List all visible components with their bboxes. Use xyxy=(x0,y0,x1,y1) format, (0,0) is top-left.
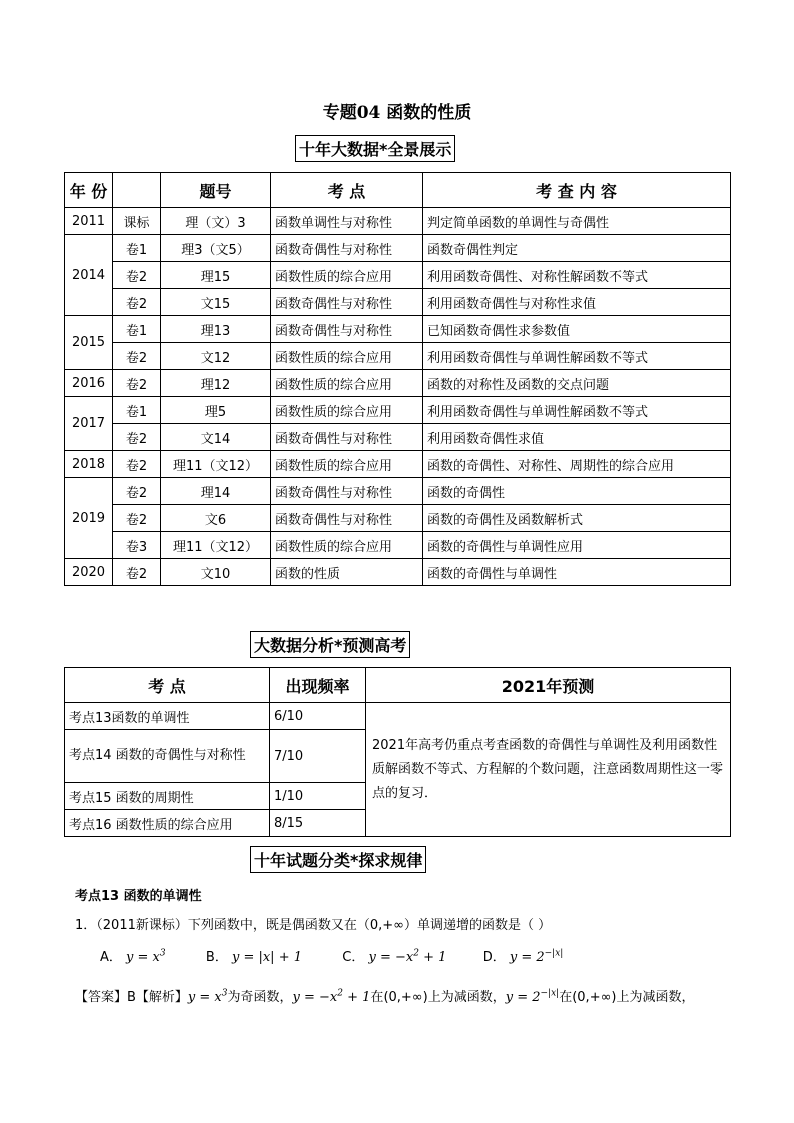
option-d-label: D． xyxy=(482,950,506,965)
point-cell: 函数性质的综合应用 xyxy=(271,343,423,370)
header-prediction: 2021年预测 xyxy=(366,668,731,703)
paper-cell: 卷2 xyxy=(113,370,161,397)
year-cell: 2018 xyxy=(65,451,113,478)
table-row xyxy=(65,451,731,478)
paper-cell: 卷1 xyxy=(113,235,161,262)
paper-cell: 卷2 xyxy=(113,289,161,316)
table-row xyxy=(65,424,731,451)
point-cell: 函数奇偶性与对称性 xyxy=(271,424,423,451)
table-row xyxy=(65,370,731,397)
number-cell: 理14 xyxy=(161,478,271,505)
point-cell: 函数奇偶性与对称性 xyxy=(271,505,423,532)
banner-analysis: 大数据分析*预测高考 xyxy=(250,631,410,658)
point-cell: 函数奇偶性与对称性 xyxy=(271,289,423,316)
paper-cell: 卷2 xyxy=(113,262,161,289)
paper-cell: 课标 xyxy=(113,208,161,235)
paper-cell: 卷2 xyxy=(113,343,161,370)
answer-options: A． $y = x^3$ B． y = |x| + 1 C． $y = -x^2 + 1$ D． $y = 2^{-|x|}$ xyxy=(100,948,564,965)
table-row xyxy=(65,316,731,343)
point-cell: 函数的性质 xyxy=(271,559,423,586)
prediction-text: 2021年高考仍重点考查函数的奇偶性与单调性及利用函数性质解函数不等式、方程解的个数问题，注意函数周期性这一零点的复习． xyxy=(366,703,731,837)
number-cell: 理12 xyxy=(161,370,271,397)
paper-cell: 卷2 xyxy=(113,451,161,478)
header-year: 年 份 xyxy=(65,173,113,208)
frequency-cell: 1/10 xyxy=(270,783,366,810)
year-cell: 2011 xyxy=(65,208,113,235)
table-row xyxy=(65,208,731,235)
section-heading: 考点13 函数的单调性 xyxy=(75,889,202,904)
number-cell: 理11（文12） xyxy=(161,451,271,478)
content-cell: 已知函数奇偶性求参数值 xyxy=(423,316,731,343)
number-cell: 理11（文12） xyxy=(161,532,271,559)
number-cell: 文6 xyxy=(161,505,271,532)
point-cell: 函数奇偶性与对称性 xyxy=(271,235,423,262)
paper-cell: 卷3 xyxy=(113,532,161,559)
year-cell: 2020 xyxy=(65,559,113,586)
point-cell: 函数奇偶性与对称性 xyxy=(271,316,423,343)
table-row xyxy=(65,559,731,586)
content-cell: 函数奇偶性判定 xyxy=(423,235,731,262)
number-cell: 理（文）3 xyxy=(161,208,271,235)
year-cell: 2016 xyxy=(65,370,113,397)
point-cell: 考点14 函数的奇偶性与对称性 xyxy=(65,730,270,783)
number-cell: 文12 xyxy=(161,343,271,370)
content-cell: 利用函数奇偶性与单调性解函数不等式 xyxy=(423,397,731,424)
banner-big-data: 十年大数据*全景展示 xyxy=(295,135,455,162)
answer-label: 【答案】B【解析】 xyxy=(75,990,188,1005)
option-c-label: C． xyxy=(342,950,365,965)
year-cell: 2014 xyxy=(65,235,113,316)
table-row xyxy=(65,343,731,370)
point-cell: 函数奇偶性与对称性 xyxy=(271,478,423,505)
point-cell: 考点16 函数性质的综合应用 xyxy=(65,810,270,837)
table-row xyxy=(65,478,731,505)
point-cell: 函数性质的综合应用 xyxy=(271,370,423,397)
ten-year-table xyxy=(64,172,731,586)
point-cell: 考点13函数的单调性 xyxy=(65,703,270,730)
header-frequency: 出现频率 xyxy=(270,668,366,703)
table-row xyxy=(65,505,731,532)
content-cell: 利用函数奇偶性求值 xyxy=(423,424,731,451)
header-point: 考 点 xyxy=(271,173,423,208)
table-row xyxy=(65,289,731,316)
number-cell: 文15 xyxy=(161,289,271,316)
table-row xyxy=(65,397,731,424)
question-text: 1．（2011新课标）下列函数中，既是偶函数又在（0,+∞）单调递增的函数是（ ） xyxy=(75,918,552,933)
content-cell: 利用函数奇偶性与单调性解函数不等式 xyxy=(423,343,731,370)
point-cell: 考点15 函数的周期性 xyxy=(65,783,270,810)
content-cell: 函数的奇偶性及函数解析式 xyxy=(423,505,731,532)
option-a-label: A． xyxy=(100,950,122,965)
point-cell: 函数性质的综合应用 xyxy=(271,397,423,424)
number-cell: 理3（文5） xyxy=(161,235,271,262)
paper-cell: 卷2 xyxy=(113,505,161,532)
number-cell: 理15 xyxy=(161,262,271,289)
table-row xyxy=(65,703,731,730)
point-cell: 函数单调性与对称性 xyxy=(271,208,423,235)
frequency-cell: 7/10 xyxy=(270,730,366,783)
content-cell: 函数的奇偶性与单调性应用 xyxy=(423,532,731,559)
number-cell: 理13 xyxy=(161,316,271,343)
paper-cell: 卷2 xyxy=(113,559,161,586)
number-cell: 理5 xyxy=(161,397,271,424)
content-cell: 函数的奇偶性 xyxy=(423,478,731,505)
content-cell: 函数的奇偶性与单调性 xyxy=(423,559,731,586)
point-cell: 函数性质的综合应用 xyxy=(271,532,423,559)
content-cell: 函数的奇偶性、对称性、周期性的综合应用 xyxy=(423,451,731,478)
content-cell: 判定简单函数的单调性与奇偶性 xyxy=(423,208,731,235)
header-number: 题号 xyxy=(161,173,271,208)
paper-cell: 卷2 xyxy=(113,478,161,505)
content-cell: 利用函数奇偶性与对称性求值 xyxy=(423,289,731,316)
table-row xyxy=(65,532,731,559)
point-cell: 函数性质的综合应用 xyxy=(271,262,423,289)
paper-cell: 卷1 xyxy=(113,316,161,343)
header-paper xyxy=(113,173,161,208)
content-cell: 函数的对称性及函数的交点问题 xyxy=(423,370,731,397)
table-row xyxy=(65,235,731,262)
banner-classification: 十年试题分类*探求规律 xyxy=(250,846,426,873)
content-cell: 利用函数奇偶性、对称性解函数不等式 xyxy=(423,262,731,289)
number-cell: 文10 xyxy=(161,559,271,586)
header-content: 考 查 内 容 xyxy=(423,173,731,208)
table-row xyxy=(65,262,731,289)
paper-cell: 卷1 xyxy=(113,397,161,424)
paper-cell: 卷2 xyxy=(113,424,161,451)
header-point: 考 点 xyxy=(65,668,270,703)
point-cell: 函数性质的综合应用 xyxy=(271,451,423,478)
year-cell: 2015 xyxy=(65,316,113,370)
year-cell: 2017 xyxy=(65,397,113,451)
frequency-cell: 8/15 xyxy=(270,810,366,837)
frequency-cell: 6/10 xyxy=(270,703,366,730)
page-title: 专题04 函数的性质 xyxy=(322,103,472,123)
year-cell: 2019 xyxy=(65,478,113,559)
prediction-table xyxy=(64,667,731,837)
option-b-label: B． xyxy=(205,950,228,965)
number-cell: 文14 xyxy=(161,424,271,451)
answer-explanation: 【答案】B【解析】$y = x^3$为奇函数，$y = -x^2 + 1$在(0,+∞)上为减函数，$y = 2^{-|x|}$在(0,+∞)上为减函数， xyxy=(75,988,695,1005)
